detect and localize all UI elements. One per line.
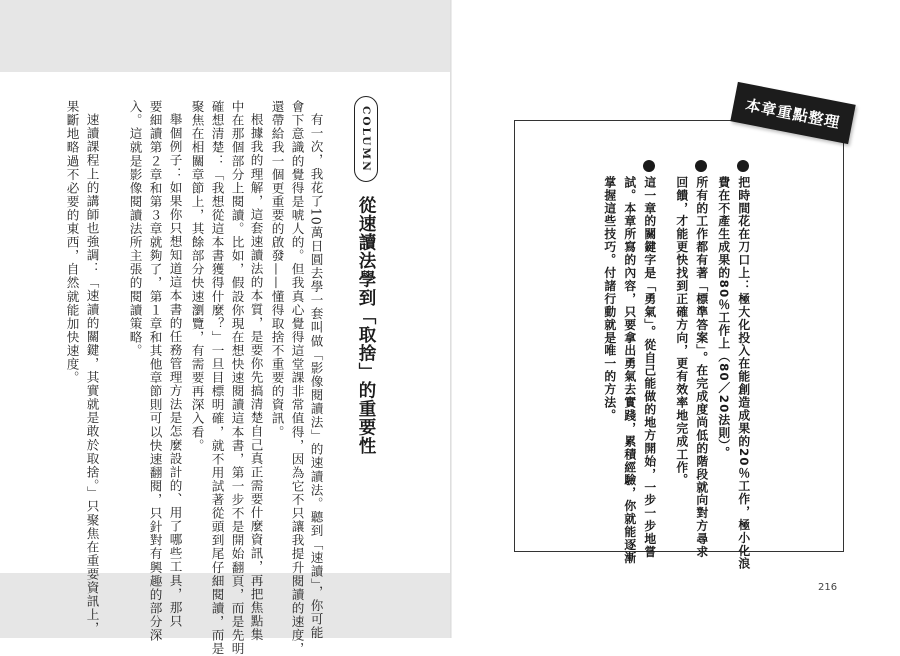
- summary-line: 這一章的關鍵字是「勇氣」。從自己能做的地方開始，一步一步地嘗: [642, 176, 657, 559]
- summary-line: 把時間花在刀口上：極大化投入在能創造成果的20％工作，極小化浪: [736, 176, 751, 571]
- page-number: 216: [818, 582, 838, 593]
- article-line: 果斷地略過不必要的東西，自然就能加快速度。: [64, 100, 80, 385]
- summary-line: 掌握這些技巧。付諸行動就是唯一的方法。: [602, 176, 617, 423]
- article-line: 聚焦在相關章節上，其餘部分快速瀏覽，有需要再深入看。: [189, 100, 205, 453]
- top-gray-band: [0, 0, 452, 72]
- summary-line: 試。本章所寫的內容，只要拿出勇氣去實踐，累積經驗，你就能逐漸: [622, 176, 637, 565]
- article-line: 要細讀第２章和第３章就夠了，第１章和其他章節則可以快速翻閱，只針對有興趣的部分深: [147, 100, 163, 642]
- bullet-icon: [695, 160, 707, 172]
- article-line: 確想清楚：「我想從這本書獲得什麼？」一旦目標明確，就不用試著從頭到尾仔細閱讀，而是: [209, 100, 225, 656]
- article-line: 舉個例子：如果你只想知道這本書的任務管理方法是怎麼設計的、用了哪些工具，那只: [167, 113, 183, 628]
- article-line: 還帶給我一個更重要的啟發——懂得取捨不重要的資訊。: [269, 100, 285, 439]
- summary-line: 所有的工作都有著「標準答案」。在完成度尚低的階段就向對方尋求: [694, 176, 709, 559]
- bullet-icon: [737, 160, 749, 172]
- article-line: 速讀課程上的講師也強調：「速讀的關鍵，其實就是敢於取捨。」只聚焦在重要資訊上，: [84, 113, 100, 636]
- bullet-icon: [643, 160, 655, 172]
- article-line: 入。這就是影像閱讀法所主張的閱讀策略。: [127, 100, 143, 358]
- column-badge: [354, 96, 378, 182]
- column-label: COLUMN: [360, 105, 372, 173]
- article-line: 會下意識的覺得是唬人的。但我真心覺得這堂課非常值得，因為它不只讓我提升閱讀的速度，: [289, 100, 305, 656]
- summary-line: 回饋，才能更快找到正確方向，更有效率地完成工作。: [674, 176, 689, 487]
- article-line: 有一次，我花了10萬日圓去學一套叫做「影像閱讀法」的速讀法。聽到「速讀」，你可能: [308, 113, 324, 640]
- article-line: 根據我的理解，這套速讀法的本質，是要你先搞清楚自己真正需要什麼資訊，再把焦點集: [248, 113, 264, 642]
- bottom-gray-band: [0, 573, 452, 638]
- book-spine: [450, 0, 452, 638]
- article-line: 中在那個部分上閱讀。比如，假設你現在想快速閱讀這本書，第一步不是開始翻頁，而是先明: [229, 100, 245, 656]
- summary-line: 費在不產生成果的80％工作上（80／20法則）。: [716, 176, 731, 460]
- article-title: 從速讀法學到「取捨」的重要性: [356, 196, 376, 455]
- summary-card-title: 本章重點整理: [730, 82, 855, 144]
